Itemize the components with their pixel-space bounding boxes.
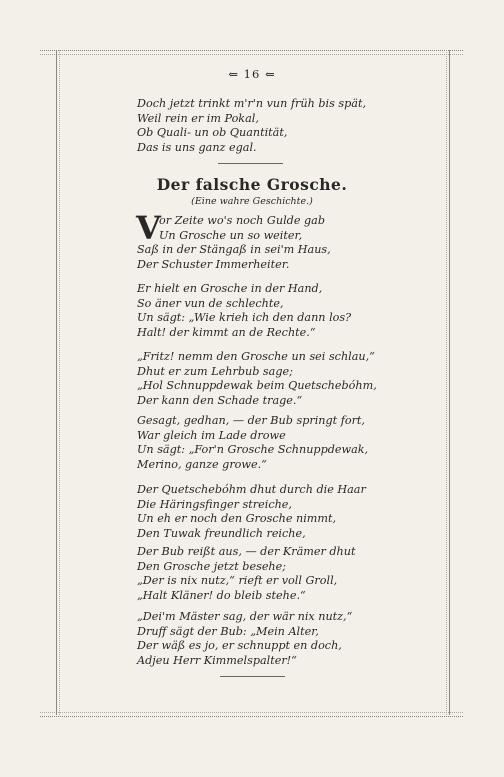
verse-line: Un eh er noch den Grosche nimmt,: [137, 512, 337, 526]
intro-stanza: [137, 97, 366, 155]
stanza-3: [137, 350, 377, 408]
frame-rule-right-inner: [446, 50, 447, 715]
frame-rule-left-inner: [59, 50, 60, 715]
poem-title: Der falsche Grosche.: [156, 175, 348, 194]
stanza-5: [137, 483, 366, 541]
verse-line: Der kann den Schade trage.“: [137, 393, 303, 407]
verse-line: Der Quetschebóhm dhut durch die Haar: [137, 483, 366, 496]
verse-line: Der Bub reißt aus, — der Krämer dhut: [137, 545, 356, 558]
frame-rule-left-outer: [56, 50, 57, 715]
stanza-6: [137, 545, 355, 603]
verse-line: Weil rein er im Pokal,: [137, 111, 259, 125]
verse-line: Merino, ganze growe.“: [137, 457, 267, 471]
verse-line: Der Schuster Immerheiter.: [137, 257, 290, 271]
verse-line: „Dei'm Mäster sag, der wär nix nutz,“: [137, 610, 353, 623]
verse-line: Das is uns ganz egal.: [137, 140, 257, 154]
verse-line: Druff sägt der Bub: „Mein Alter,: [137, 624, 319, 638]
separator-rule: [218, 163, 283, 164]
frame-rule-right-outer: [449, 50, 450, 715]
drop-cap: V: [136, 209, 161, 247]
verse-line: „Hol Schnuppdewak beim Quetschebóhm,: [137, 379, 377, 393]
verse-line: Doch jetzt trinkt m'r'n vun früh bis spät,: [137, 97, 366, 110]
stanza-7: [137, 610, 352, 668]
verse-line: Halt! der kimmt an de Rechte.“: [137, 325, 316, 339]
verse-line: Dhut er zum Lehrbub sage;: [137, 364, 293, 378]
verse-line: So äner vun de schlechte,: [137, 296, 284, 310]
verse-line: Un sägt: „Wie krieh ich den dann los?: [137, 311, 352, 325]
verse-line: Den Tuwak freundlich reiche,: [137, 526, 306, 540]
verse-line: War gleich im Lade drowe: [137, 428, 286, 442]
verse-line: „Fritz! nemm den Grosche un sei schlau,“: [137, 350, 375, 363]
page-number: ⇐ 16 ⇐: [228, 67, 276, 81]
stanza-1: [136, 209, 331, 272]
verse-line: Den Grosche jetzt besehe;: [137, 559, 287, 573]
verse-line: or Zeite wo's noch Gulde gab: [159, 214, 325, 227]
stanza-4: [137, 414, 368, 472]
verse-line: „Der is nix nutz,“ rieft er voll Groll,: [137, 574, 338, 588]
verse-line: Gesagt, gedhan, — der Bub springt fort,: [137, 414, 365, 427]
stanza-2: [137, 282, 351, 340]
verse-line: Ob Quali- un ob Quantität,: [137, 126, 288, 140]
verse-line: Die Häringsfinger streiche,: [137, 497, 292, 511]
verse-line: Adjeu Herr Kimmelspalter!“: [137, 653, 297, 667]
verse-line: Saß in der Stängaß in sei'm Haus,: [137, 243, 331, 257]
verse-line: Der wäß es jo, er schnuppt en doch,: [137, 639, 342, 653]
verse-line: Un sägt: „For'n Grosche Schnuppdewak,: [137, 443, 369, 457]
verse-line: Er hielt en Grosche in der Hand,: [137, 282, 323, 295]
verse-line: „Halt Kläner! do bleib stehe.“: [137, 588, 306, 602]
verse-line: Un Grosche un so weiter,: [159, 228, 303, 242]
poem-subtitle: (Eine wahre Geschichte.): [191, 196, 313, 207]
separator-rule: [220, 676, 285, 677]
